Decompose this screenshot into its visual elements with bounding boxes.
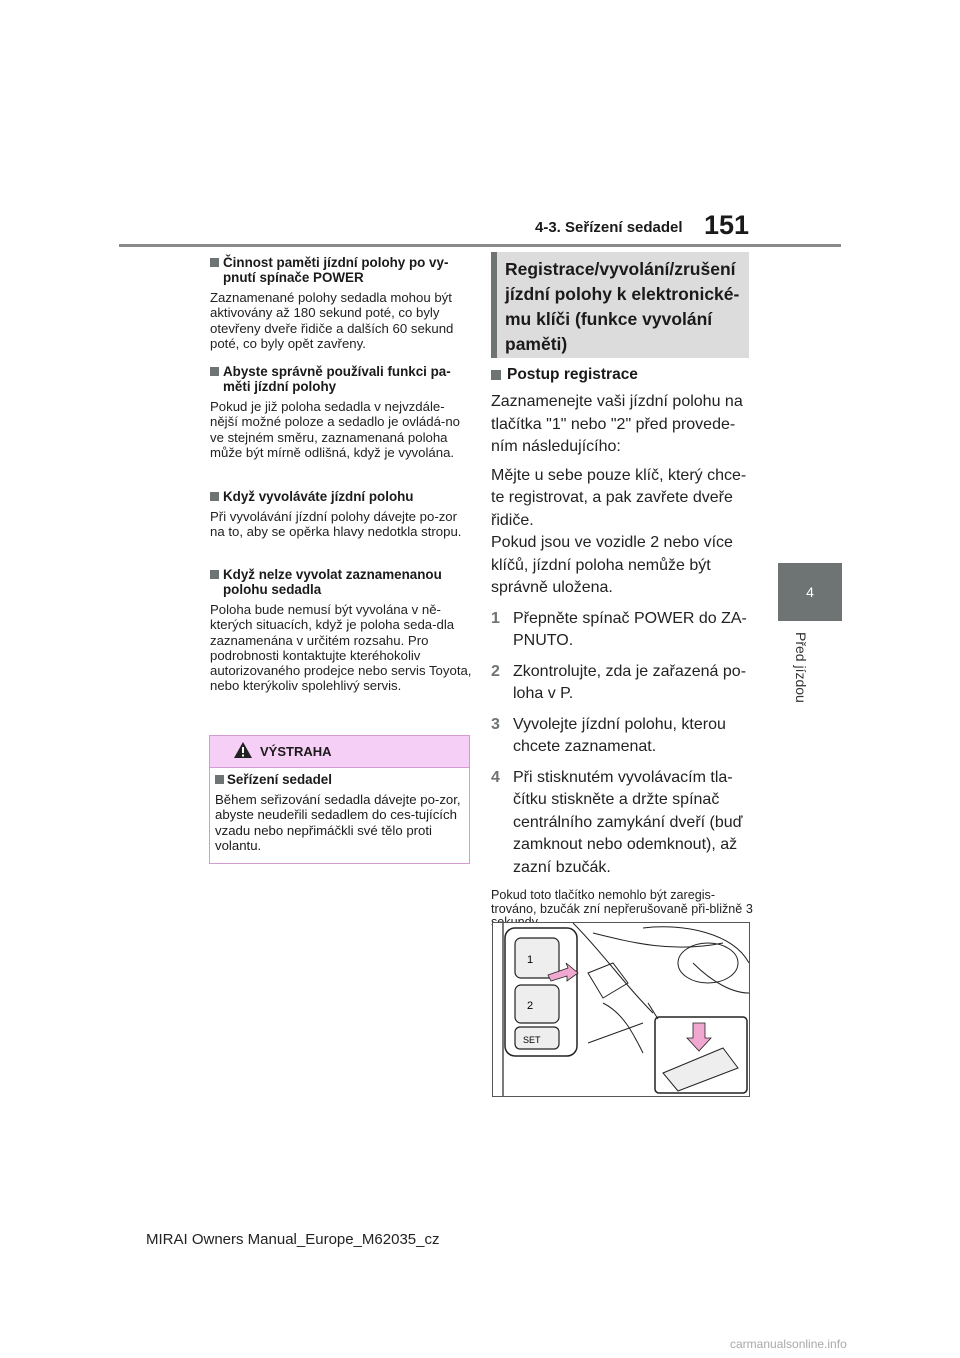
note-text: Pokud toto tlačítko nemohlo být zaregis-trováno, bzučák zní nepřerušovaně při-bližně 3 xyxy=(491,888,753,916)
door-switch-illustration xyxy=(492,922,750,1097)
warning-triangle-icon xyxy=(233,741,253,759)
warning-title: VÝSTRAHA xyxy=(260,744,332,759)
square-bullet-icon xyxy=(491,370,501,380)
section-heading: Registrace/vyvolání/zrušení jízdní polohy k elektronické-mu klíči (funkce vyvolání paměti) xyxy=(505,259,740,354)
section-heading-box xyxy=(491,252,749,358)
warning-header xyxy=(210,736,469,768)
step-4 xyxy=(491,767,753,880)
step-number: 4 xyxy=(491,768,500,786)
intro-text-3: Pokud jsou ve vozidle 2 nebo více klíčů, jízdní poloha nemůže být správně uložena. xyxy=(491,534,733,596)
left-block-4 xyxy=(210,567,472,694)
intro-text-2: Mějte u sebe pouze klíč, který chce-te registrovat, a pak zavřete dveře řidiče. xyxy=(491,466,747,529)
set-button-label: SET xyxy=(523,1035,541,1045)
block-text: Zaznamenané polohy sedadla mohou být aktivovány až 180 sekund poté, co byly otevřeny dveře řidiče a dalších 60 sekund poté, co byly opět zavřeny. xyxy=(210,290,454,351)
chapter-label: Před jízdou xyxy=(793,632,809,703)
registration-section xyxy=(491,366,753,930)
footer-text: MIRAI Owners Manual_Europe_M62035_cz xyxy=(146,1231,440,1248)
left-block-3 xyxy=(210,489,472,540)
step-text: Vyvolejte jízdní polohu, kterou chcete zaznamenat. xyxy=(513,715,726,755)
step-text: Zkontrolujte, zda je zařazená po-loha v P. xyxy=(513,662,747,702)
page-number: 151 xyxy=(704,210,750,240)
memory-button-2-label: 2 xyxy=(527,1000,534,1012)
intro-text-1: Zaznamenejte vaši jízdní polohu na tlačítka "1" nebo "2" před provede-ním následujícího: xyxy=(491,393,743,455)
square-bullet-icon xyxy=(215,775,224,784)
warning-box xyxy=(209,735,470,864)
block-heading: Abyste správně používali funkci pa-měti jízdní polohy xyxy=(210,364,472,394)
memory-button-1-label: 1 xyxy=(527,954,534,966)
square-bullet-icon xyxy=(210,492,219,501)
block-heading: Když nelze vyvolat zaznamenanou polohu sedadla xyxy=(210,567,472,597)
step-text: Při stisknutém vyvolávacím tla-čítku stiskněte a držte spínač centrálního zamykání dveří (buď zamknout nebo odemknout), až zazní bzučák. xyxy=(513,768,743,876)
warning-heading: Seřízení sedadel xyxy=(215,772,332,787)
section-title: 4-3. Seřízení sedadel xyxy=(535,219,683,236)
chapter-tab xyxy=(778,563,842,621)
step-number: 3 xyxy=(491,715,500,733)
square-bullet-icon xyxy=(210,367,219,376)
block-text: Pokud je již poloha sedadla v nejvzdále-nější možné poloze a sedadlo je ovládá-no ve stejném směru, zaznamenaná poloha může být mírně odlišná, když je vyvolána. xyxy=(210,399,460,460)
step-number: 2 xyxy=(491,662,500,680)
sub-heading: Postup registrace xyxy=(491,366,753,384)
block-heading: Když vyvoláváte jízdní polohu xyxy=(210,489,472,504)
block-text: Při vyvolávání jízdní polohy dávejte po-zor na to, aby se opěrka hlavy nedotkla stropu. xyxy=(210,509,462,540)
heading-accent xyxy=(491,252,497,358)
left-block-1 xyxy=(210,255,472,351)
step-1 xyxy=(491,608,753,653)
left-block-2 xyxy=(210,364,472,460)
square-bullet-icon xyxy=(210,258,219,267)
step-number: 1 xyxy=(491,609,500,627)
watermark: carmanualsonline.info xyxy=(730,1337,847,1351)
square-bullet-icon xyxy=(210,570,219,579)
illustration-drawing xyxy=(493,923,749,1096)
chapter-number: 4 xyxy=(806,584,814,600)
block-text: Poloha bude nemusí být vyvolána v ně-kterých situacích, když je poloha seda-dla zaznamenána v určitém rozsahu. Pro podrobnosti kontaktujte kteréhokoliv autorizovaného prodejce nebo servis Toyota, nebo kterýkoliv spolehlivý servis. xyxy=(210,602,472,694)
header-divider xyxy=(119,244,841,247)
step-2 xyxy=(491,661,753,706)
block-heading: Činnost paměti jízdní polohy po vy-pnutí spínače POWER xyxy=(210,255,472,285)
step-text: Přepněte spínač POWER do ZA-PNUTO. xyxy=(513,609,747,649)
step-3 xyxy=(491,714,753,759)
warning-text: Během seřizování sedadla dávejte po-zor, abyste neudeřili sedadlem do ces-tujících vzadu nebo nepřimáčkli své tělo proti volantu. xyxy=(215,792,461,853)
